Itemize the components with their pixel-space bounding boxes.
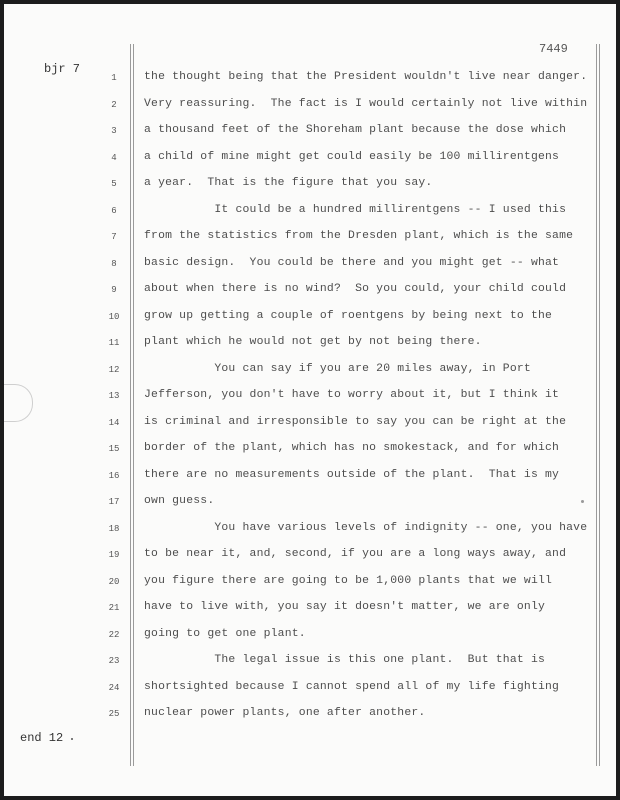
transcript-line: own guess. <box>144 495 215 507</box>
line-number: 25 <box>108 709 120 719</box>
transcript-line: It could be a hundred millirentgens -- I used this <box>144 203 567 216</box>
right-margin-rule <box>596 44 597 766</box>
line-number: 14 <box>108 417 120 428</box>
line-number: 8 <box>111 258 117 269</box>
transcript-line: grow up getting a couple of roentgens by being next to the <box>144 309 553 322</box>
transcript-line: You can say if you are 20 miles away, in Port <box>144 362 531 375</box>
line-number: 5 <box>111 179 117 189</box>
line-number: 2 <box>111 99 117 110</box>
transcript-line: a thousand feet of the Shoreham plant because the dose which <box>144 124 567 136</box>
line-number: 4 <box>111 152 117 163</box>
transcript-body <box>144 68 587 731</box>
transcript-line: shortsighted because I cannot spend all of my life fighting <box>144 680 560 693</box>
line-number: 1 <box>111 73 117 83</box>
left-margin-rule-inner <box>133 44 134 766</box>
line-number: 16 <box>108 470 120 481</box>
line-number: 12 <box>108 364 120 375</box>
line-number: 22 <box>108 629 120 640</box>
transcript-line: a child of mine might get could easily be 100 millirentgens <box>144 150 560 163</box>
line-number: 9 <box>111 285 117 295</box>
reporter-id: bjr 7 <box>44 62 81 76</box>
transcript-line: plant which he would not get by not being there. <box>144 336 482 348</box>
left-margin-rule <box>130 44 131 766</box>
transcript-line: the thought being that the President wouldn't live near danger. <box>144 71 588 83</box>
line-number: 11 <box>108 338 120 348</box>
transcript-line: Jefferson, you don't have to worry about it, but I think it <box>144 389 560 401</box>
line-number: 7 <box>111 232 117 242</box>
line-number: 13 <box>108 391 120 401</box>
transcript-line: have to live with, you say it doesn't matter, we are only <box>144 601 546 613</box>
right-margin-rule-outer <box>599 44 600 766</box>
end-marker: end 12 <box>20 731 64 745</box>
line-number: 10 <box>108 311 120 322</box>
stray-mark <box>581 500 584 503</box>
transcript-line: to be near it, and, second, if you are a long ways away, and <box>144 548 567 560</box>
page-number: 7449 <box>539 42 568 56</box>
line-number: 15 <box>108 444 120 454</box>
transcript-line: is criminal and irresponsible to say you can be right at the <box>144 415 567 428</box>
line-number-column <box>102 70 126 733</box>
transcript-line: Very reassuring. The fact is I would certainly not live within <box>144 97 588 110</box>
line-number: 17 <box>108 497 120 507</box>
transcript-line: The legal issue is this one plant. But that is <box>144 654 546 666</box>
transcript-line: going to get one plant. <box>144 627 306 640</box>
line-number: 24 <box>108 682 120 693</box>
line-number: 6 <box>111 205 117 216</box>
transcript-line: nuclear power plants, one after another. <box>144 707 426 719</box>
transcript-line: a year. That is the figure that you say. <box>144 177 433 189</box>
transcript-line: border of the plant, which has no smokestack, and for which <box>144 442 560 454</box>
line-number: 23 <box>108 656 120 666</box>
transcript-line: basic design. You could be there and you might get -- what <box>144 256 560 269</box>
line-number: 21 <box>108 603 120 613</box>
transcript-line: You have various levels of indignity -- one, you have <box>144 521 588 534</box>
transcript-line: from the statistics from the Dresden plant, which is the same <box>144 230 574 242</box>
transcript-line: about when there is no wind? So you could, your child could <box>144 283 567 295</box>
line-number: 19 <box>108 550 120 560</box>
punch-hole-mark <box>4 384 33 422</box>
transcript-line: there are no measurements outside of the plant. That is my <box>144 468 560 481</box>
line-number: 3 <box>111 126 117 136</box>
line-number: 20 <box>108 576 120 587</box>
line-number: 18 <box>108 523 120 534</box>
transcript-line: you figure there are going to be 1,000 plants that we will <box>144 574 553 587</box>
